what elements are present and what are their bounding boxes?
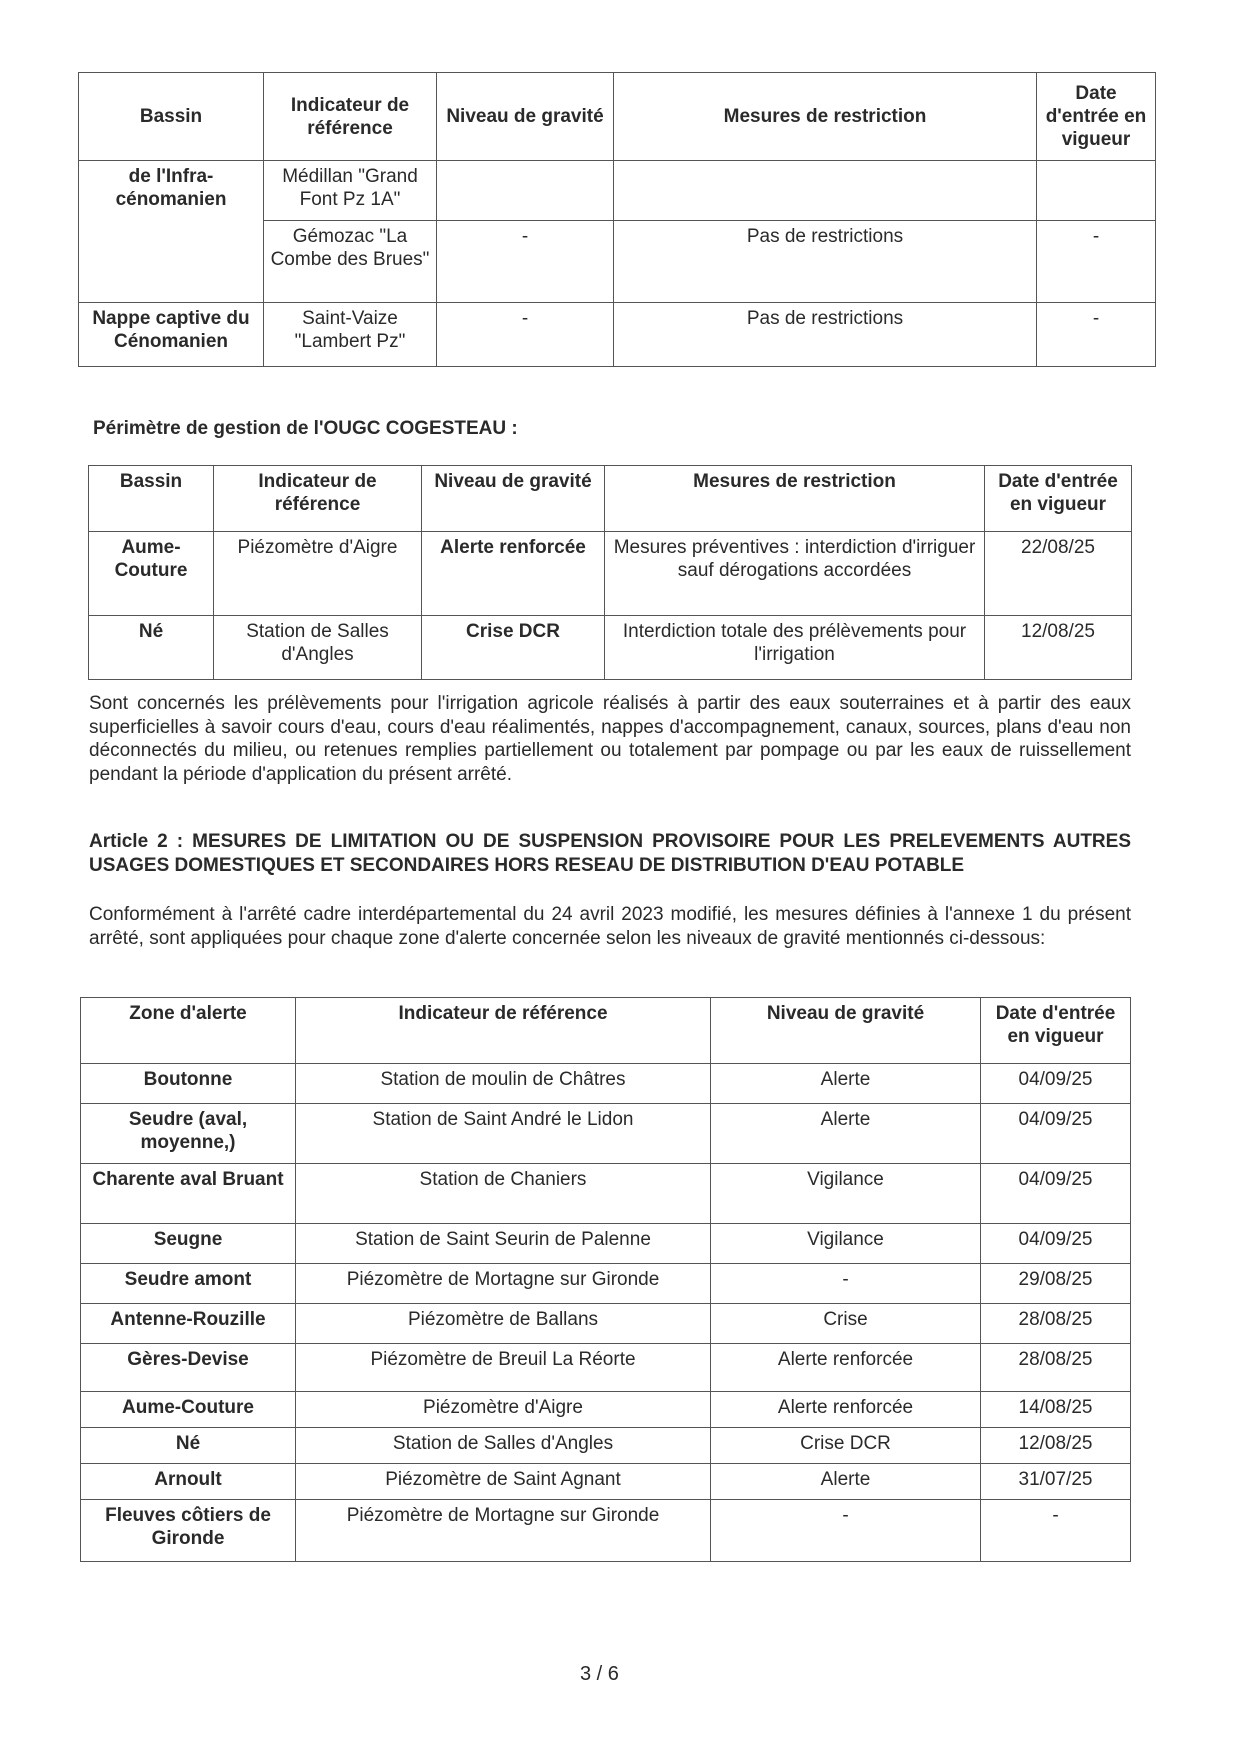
article-2-title: Article 2 : MESURES DE LIMITATION OU DE SUSPENSION PROVISOIRE POUR LES PRELEVEMENTS AUTRES USAGES DOMESTIQUES ET SECONDAIRES HORS RESEAU DE DISTRIBUTION D'EAU POTABLE	[89, 831, 1131, 876]
cell-indicateur: Piézomètre de Ballans	[296, 1304, 711, 1344]
cell-niveau: Crise DCR	[711, 1428, 981, 1464]
cell-zone: Fleuves côtiers de Gironde	[81, 1500, 296, 1562]
cell-niveau: Alerte	[711, 1104, 981, 1164]
table-row	[81, 1464, 1131, 1500]
cell-niveau: -	[711, 1264, 981, 1304]
header-indicateur: Indicateur de référence	[296, 998, 711, 1064]
header-bassin: Bassin	[89, 466, 214, 532]
table-row	[81, 1304, 1131, 1344]
cell-niveau: -	[437, 303, 614, 367]
cell-bassin: Aume-Couture	[89, 532, 214, 616]
table-row	[89, 616, 1132, 680]
table-row	[81, 1104, 1131, 1164]
cell-date: 22/08/25	[985, 532, 1132, 616]
table-row	[81, 1428, 1131, 1464]
header-indicateur: Indicateur de référence	[264, 73, 437, 161]
header-niveau: Niveau de gravité	[422, 466, 605, 532]
cell-date: -	[1037, 221, 1156, 303]
cell-mesures: Pas de restrictions	[614, 221, 1037, 303]
header-bassin: Bassin	[79, 73, 264, 161]
cell-indicateur: Station de Salles d'Angles	[296, 1428, 711, 1464]
cell-niveau: -	[711, 1500, 981, 1562]
cell-date: 12/08/25	[981, 1428, 1131, 1464]
cell-indicateur: Station de moulin de Châtres	[296, 1064, 711, 1104]
cell-zone: Charente aval Bruant	[81, 1164, 296, 1224]
paragraph-prelevements: Sont concernés les prélèvements pour l'irrigation agricole réalisés à partir des eaux souterraines et à partir des eaux superficielles à savoir cours d'eau, cours d'eau réalimentés, nappes d'accompagnement, canaux, sources, plans d'eau non déconnectés du milieu, ou retenues remplies partiellement ou totalement par pompage ou par les eaux de ruissellement pendant la période d'application du présent arrêté.	[89, 693, 1131, 785]
article-2-body: Conformément à l'arrêté cadre interdépartemental du 24 avril 2023 modifié, les mesures définies à l'annexe 1 du présent arrêté, sont appliquées pour chaque zone d'alerte concernée selon les niveaux de gravité mentionnés ci-dessous:	[89, 904, 1131, 949]
cell-indicateur: Station de Chaniers	[296, 1164, 711, 1224]
cell-niveau: Crise	[711, 1304, 981, 1344]
header-zone: Zone d'alerte	[81, 998, 296, 1064]
cell-indicateur: Saint-Vaize "Lambert Pz"	[264, 303, 437, 367]
cell-niveau: -	[437, 221, 614, 303]
table-cogesteau	[88, 465, 1132, 680]
cell-date: -	[1037, 303, 1156, 367]
cell-zone: Arnoult	[81, 1464, 296, 1500]
cell-mesures: Mesures préventives : interdiction d'irriguer sauf dérogations accordées	[605, 532, 985, 616]
cell-indicateur: Piézomètre de Saint Agnant	[296, 1464, 711, 1500]
cell-date: 04/09/25	[981, 1064, 1131, 1104]
table-zones-alerte	[80, 997, 1131, 1562]
cell-zone: Seugne	[81, 1224, 296, 1264]
cell-niveau: Vigilance	[711, 1224, 981, 1264]
cell-zone: Né	[81, 1428, 296, 1464]
header-date: Date d'entrée en vigueur	[1037, 73, 1156, 161]
cell-niveau: Alerte renforcée	[711, 1344, 981, 1392]
cell-bassin: Né	[89, 616, 214, 680]
cell-niveau: Alerte	[711, 1064, 981, 1104]
cell-mesures: Pas de restrictions	[614, 303, 1037, 367]
cell-mesures	[614, 161, 1037, 221]
cell-zone: Aume-Couture	[81, 1392, 296, 1428]
table-row	[81, 1344, 1131, 1392]
cell-date: 31/07/25	[981, 1464, 1131, 1500]
cell-date: 28/08/25	[981, 1304, 1131, 1344]
cell-zone: Gères-Devise	[81, 1344, 296, 1392]
table-header-row	[81, 998, 1131, 1064]
page-number: 3 / 6	[580, 1663, 619, 1685]
cell-date: 14/08/25	[981, 1392, 1131, 1428]
cell-date: -	[981, 1500, 1131, 1562]
table-row	[81, 1064, 1131, 1104]
cell-zone: Seudre (aval, moyenne,)	[81, 1104, 296, 1164]
cell-indicateur: Gémozac "La Combe des Brues"	[264, 221, 437, 303]
section-title-cogesteau: Périmètre de gestion de l'OUGC COGESTEAU :	[93, 418, 518, 439]
cell-niveau: Vigilance	[711, 1164, 981, 1224]
table-row	[81, 1392, 1131, 1428]
cell-indicateur: Piézomètre d'Aigre	[214, 532, 422, 616]
cell-date: 04/09/25	[981, 1224, 1131, 1264]
cell-date: 04/09/25	[981, 1164, 1131, 1224]
table-row	[79, 303, 1156, 367]
cell-date: 28/08/25	[981, 1344, 1131, 1392]
cell-niveau: Crise DCR	[422, 616, 605, 680]
table-row	[89, 532, 1132, 616]
header-niveau: Niveau de gravité	[437, 73, 614, 161]
table-row	[79, 161, 1156, 221]
table-header-row	[89, 466, 1132, 532]
cell-niveau: Alerte renforcée	[711, 1392, 981, 1428]
cell-date: 12/08/25	[985, 616, 1132, 680]
table-row	[81, 1500, 1131, 1562]
cell-zone: Antenne-Rouzille	[81, 1304, 296, 1344]
cell-indicateur: Piézomètre d'Aigre	[296, 1392, 711, 1428]
table-infra-cenomanien	[78, 72, 1156, 367]
cell-niveau	[437, 161, 614, 221]
header-mesures: Mesures de restriction	[614, 73, 1037, 161]
cell-indicateur: Station de Saint Seurin de Palenne	[296, 1224, 711, 1264]
cell-bassin: Nappe captive du Cénomanien	[79, 303, 264, 367]
header-niveau: Niveau de gravité	[711, 998, 981, 1064]
header-mesures: Mesures de restriction	[605, 466, 985, 532]
cell-indicateur: Station de Saint André le Lidon	[296, 1104, 711, 1164]
cell-date	[1037, 161, 1156, 221]
cell-bassin: de l'Infra-cénomanien	[79, 161, 264, 303]
table-header-row	[79, 73, 1156, 161]
cell-date: 29/08/25	[981, 1264, 1131, 1304]
cell-niveau: Alerte renforcée	[422, 532, 605, 616]
cell-mesures: Interdiction totale des prélèvements pour l'irrigation	[605, 616, 985, 680]
table-row	[81, 1164, 1131, 1224]
table-row	[81, 1224, 1131, 1264]
cell-niveau: Alerte	[711, 1464, 981, 1500]
cell-zone: Boutonne	[81, 1064, 296, 1104]
cell-indicateur: Piézomètre de Breuil La Réorte	[296, 1344, 711, 1392]
cell-indicateur: Piézomètre de Mortagne sur Gironde	[296, 1500, 711, 1562]
cell-indicateur: Médillan "Grand Font Pz 1A"	[264, 161, 437, 221]
header-indicateur: Indicateur de référence	[214, 466, 422, 532]
header-date: Date d'entrée en vigueur	[985, 466, 1132, 532]
cell-date: 04/09/25	[981, 1104, 1131, 1164]
cell-indicateur: Station de Salles d'Angles	[214, 616, 422, 680]
cell-zone: Seudre amont	[81, 1264, 296, 1304]
cell-indicateur: Piézomètre de Mortagne sur Gironde	[296, 1264, 711, 1304]
header-date: Date d'entrée en vigueur	[981, 998, 1131, 1064]
table-row	[81, 1264, 1131, 1304]
